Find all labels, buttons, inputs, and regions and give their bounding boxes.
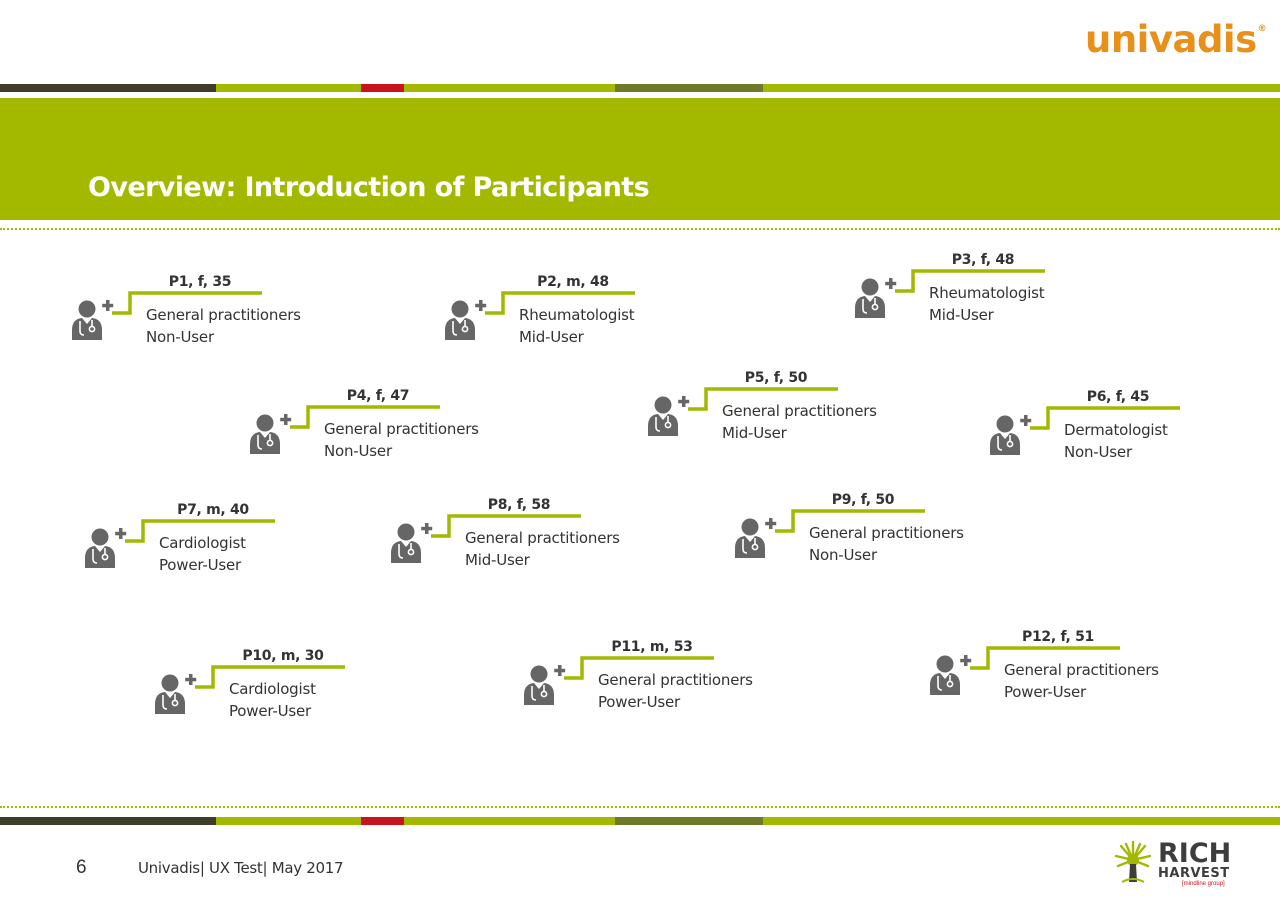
participant-id: P4, f, 47 — [346, 388, 410, 404]
participant-id: P12, f, 51 — [1022, 629, 1094, 645]
brand-name: univadis — [1085, 18, 1257, 61]
participant-card-p4 — [248, 385, 488, 465]
participant-usage: Mid-User — [722, 424, 787, 442]
participant-usage: Power-User — [229, 702, 311, 720]
participant-usage: Power-User — [159, 556, 241, 574]
participant-id: P9, f, 50 — [831, 492, 895, 508]
participant-card-p8 — [389, 494, 629, 574]
top-dotted-divider — [0, 228, 1280, 230]
participant-usage: Mid-User — [929, 306, 994, 324]
bottom-color-stripe — [0, 817, 1280, 825]
partner-tag-text: mindline group — [1183, 881, 1224, 887]
partner-name-line2: HARVEST — [1158, 866, 1230, 881]
participant-role: Cardiologist — [229, 680, 316, 698]
univadis-logo — [1085, 18, 1266, 61]
participant-card-p1 — [70, 271, 310, 351]
participant-usage: Non-User — [1064, 443, 1132, 461]
participant-role: Dermatologist — [1064, 421, 1168, 439]
participant-id: P3, f, 48 — [951, 252, 1015, 268]
footer-caption: Univadis| UX Test| May 2017 — [138, 859, 344, 877]
participant-usage: Mid-User — [519, 328, 584, 346]
tree-icon — [1112, 838, 1154, 886]
top-color-stripe — [0, 84, 1280, 92]
participant-id: P6, f, 45 — [1086, 389, 1150, 405]
participant-card-p9 — [733, 489, 973, 569]
participant-card-p3 — [853, 249, 1093, 329]
participant-role: General practitioners — [146, 306, 301, 324]
participant-usage: Power-User — [1004, 683, 1086, 701]
page-number: 6 — [76, 857, 87, 878]
participant-role: Rheumatologist — [929, 284, 1045, 302]
participant-role: General practitioners — [598, 671, 753, 689]
participant-role: General practitioners — [465, 529, 620, 547]
participant-id: P1, f, 35 — [168, 274, 232, 290]
partner-tagline: [mindline group] — [1182, 881, 1225, 887]
participant-id: P8, f, 58 — [487, 497, 551, 513]
participant-role: General practitioners — [809, 524, 964, 542]
participant-id: P11, m, 53 — [611, 639, 693, 655]
participant-usage: Non-User — [809, 546, 877, 564]
participant-card-p10 — [153, 645, 393, 725]
participant-card-p7 — [83, 499, 323, 579]
partner-name-line1: RICH — [1158, 838, 1232, 869]
participant-usage: Power-User — [598, 693, 680, 711]
participant-role: Rheumatologist — [519, 306, 635, 324]
participant-card-p6 — [988, 386, 1228, 466]
participant-card-p12 — [928, 626, 1168, 706]
participant-usage: Non-User — [146, 328, 214, 346]
participant-card-p2 — [443, 271, 683, 351]
rich-harvest-logo — [1112, 838, 1252, 888]
participant-role: Cardiologist — [159, 534, 246, 552]
participant-card-p11 — [522, 636, 762, 716]
participant-role: General practitioners — [324, 420, 479, 438]
participant-id: P10, m, 30 — [242, 648, 324, 664]
page-title: Overview: Introduction of Participants — [88, 172, 650, 203]
participant-id: P5, f, 50 — [744, 370, 808, 386]
participant-role: General practitioners — [1004, 661, 1159, 679]
participant-id: P2, m, 48 — [537, 274, 609, 290]
registered-mark: ® — [1257, 24, 1267, 34]
participant-usage: Mid-User — [465, 551, 530, 569]
bottom-dotted-divider — [0, 806, 1280, 808]
participant-card-p5 — [646, 367, 886, 447]
participant-usage: Non-User — [324, 442, 392, 460]
participant-role: General practitioners — [722, 402, 877, 420]
participant-id: P7, m, 40 — [177, 502, 249, 518]
